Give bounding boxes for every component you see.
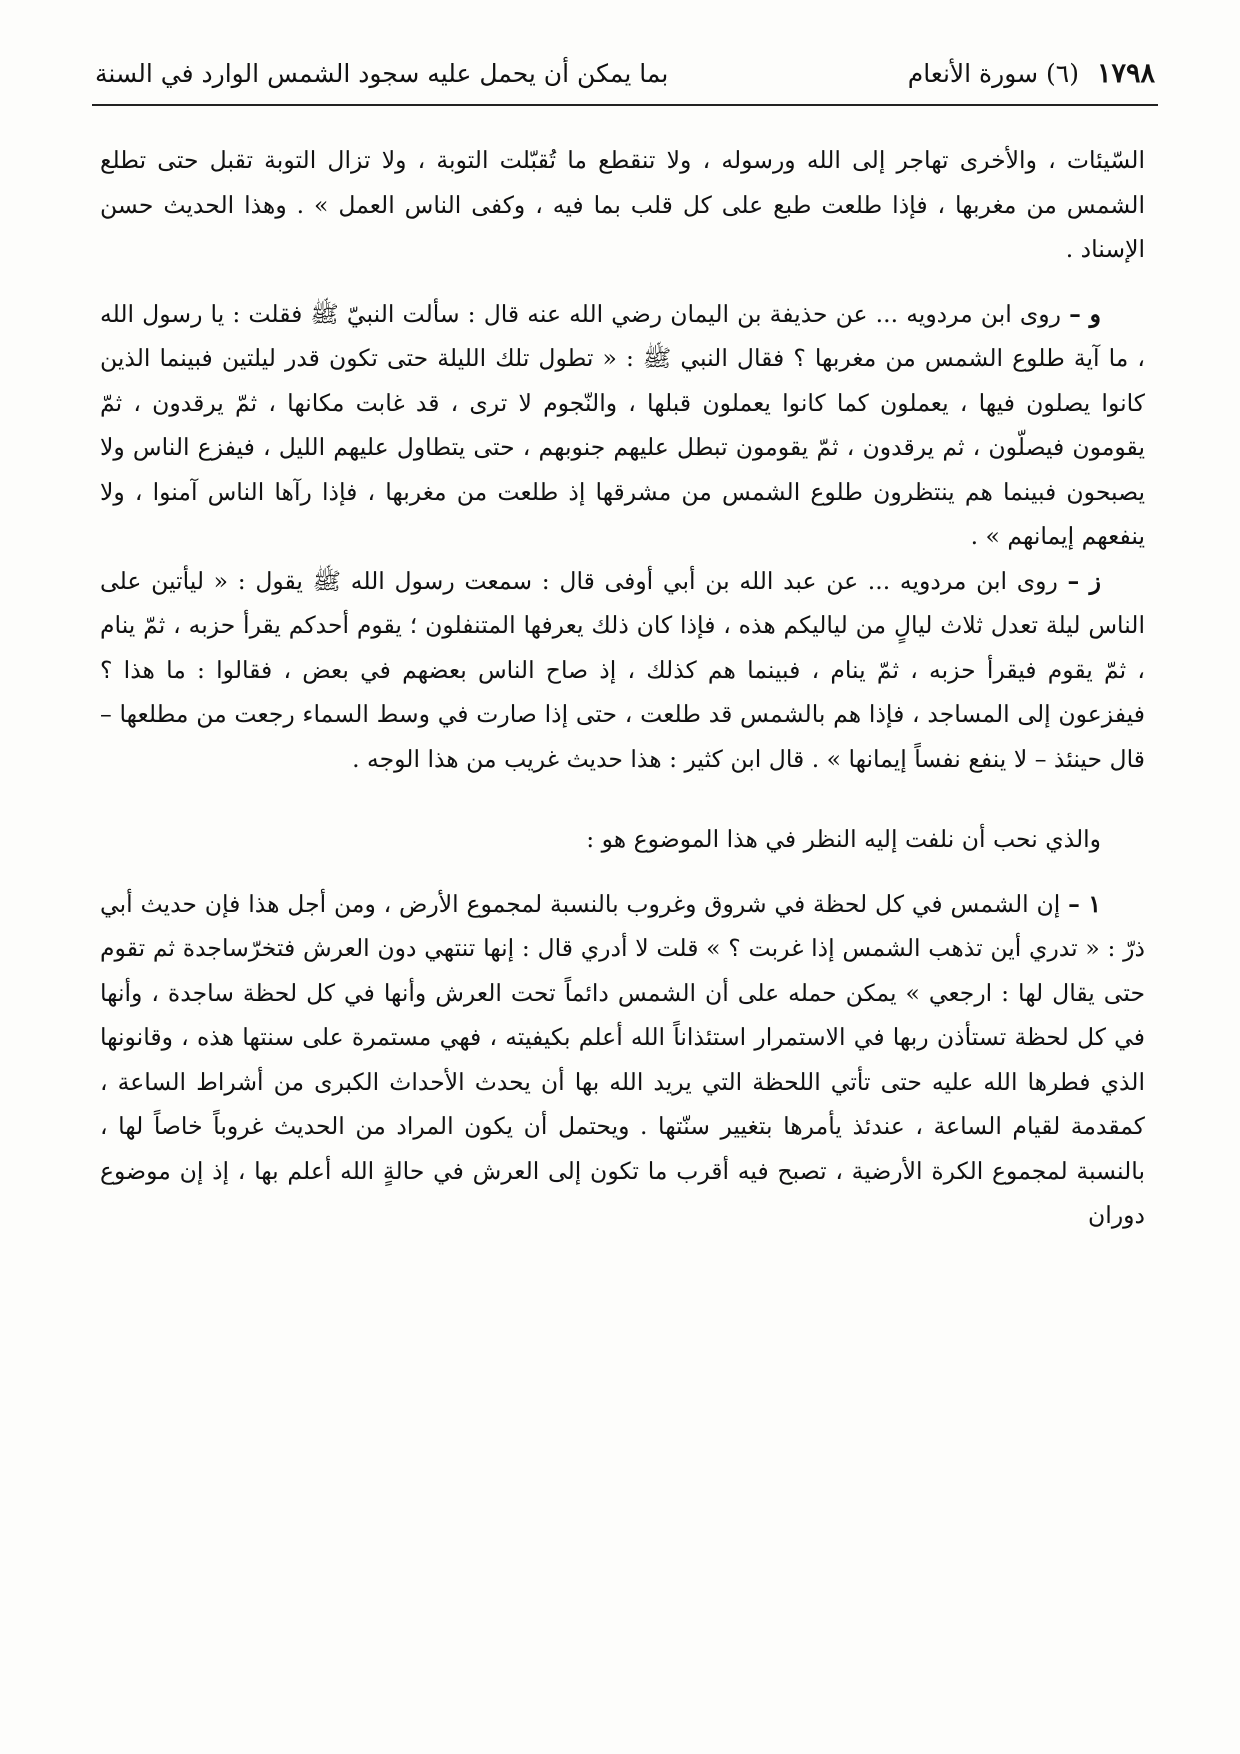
header-right-group: [908, 58, 1155, 89]
paragraph-spacer: [100, 862, 1145, 882]
page-number: ١٧٩٨: [1096, 57, 1155, 89]
paragraph-lead: ١ –: [1068, 889, 1101, 918]
paragraph-text: إن الشمس في كل لحظة في شروق وغروب بالنسبة لمجموع الأرض ، ومن أجل هذا فإن حديث أبي ذرّ : « تدري أين تذهب الشمس إذا غربت ؟ » قلت لا أدري قال : إنها تنتهي دون العرش فتخرّساجدة ثم تقوم حتى يقال لها : ارجعي » يمكن حمله على أن الشمس دائماً تحت العرش وأنها في كل لحظة ساجدة ، وأنها في كل لحظة تستأذن ربها في الاستمرار استئذاناً الله أعلم بكيفيته ، فهي مستمرة على سنتها هذه ، وقانونها الذي فطرها الله عليه حتى تأتي اللحظة التي يريد الله بها أن يحدث الأحداث الكبرى من أشراط الساعة ، كمقدمة لقيام الساعة ، عندئذ يأمرها بتغيير سنّتها . ويحتمل أن يكون المراد من الحديث غروباً خاصاً لها ، بالنسبة لمجموع الكرة الأرضية ، تصبح فيه أقرب ما تكون إلى العرش في حالةٍ الله أعلم بها ، إذ إن موضوع دوران: [100, 889, 1145, 1229]
paragraph-text: والذي نحب أن نلفت إليه النظر في هذا الموضوع هو :: [586, 825, 1101, 853]
section-topic: بما يمكن أن يحمل عليه سجود الشمس الوارد في السنة: [95, 58, 669, 88]
paragraph-text: روى ابن مردويه ... عن عبد الله بن أبي أوفى قال : سمعت رسول الله ﷺ يقول : « ليأتين على الناس ليلة تعدل ثلاث ليالٍ من لياليكم هذه ، فإذا كان ذلك يعرفها المتنفلون ؛ يقوم أحدكم يقرأ حزبه ، ثمّ ينام ، ثمّ يقوم فيقرأ حزبه ، ثمّ ينام ، فبينما هم كذلك ، إذ صاح الناس بعضهم في بعض ، فقالوا : ما هذا ؟ فيفزعون إلى المساجد ، فإذا هم بالشمس قد طلعت ، حتى إذا صارت في وسط السماء رجعت من مطلعها – قال حينئذ – لا ينفع نفساً إيمانها » . قال ابن كثير : هذا حديث غريب من هذا الوجه .: [100, 566, 1145, 773]
paragraph-lead: و –: [1069, 299, 1101, 328]
paragraph-text: السّيئات ، والأخرى تهاجر إلى الله ورسوله ، ولا تنقطع ما تُقبّلت التوبة ، ولا تزال التوبة تقبل حتى تطلع الشمس من مغربها ، فإذا طلعت طبع على كل قلب بما فيه ، وكفى الناس العمل » . وهذا الحديث حسن الإسناد .: [100, 146, 1145, 263]
page-body: [100, 138, 1145, 1238]
paragraph-hadith-zay: [100, 559, 1145, 782]
paragraph-spacer: [100, 781, 1145, 817]
paragraph-lead: ز –: [1067, 566, 1101, 595]
surah-title: (٦) سورة الأنعام: [907, 58, 1079, 88]
running-header: [95, 48, 1155, 98]
header-divider: [92, 104, 1158, 106]
paragraph-spacer: [100, 272, 1145, 292]
paragraph-hadith-waw: [100, 292, 1145, 559]
paragraph-continuation: [100, 138, 1145, 272]
paragraph-intro: [100, 817, 1145, 862]
paragraph-text: روى ابن مردويه ... عن حذيفة بن اليمان رضي الله عنه قال : سألت النبيّ ﷺ فقلت : يا رسول الله ، ما آية طلوع الشمس من مغربها ؟ فقال النبي ﷺ : « تطول تلك الليلة حتى تكون قدر ليلتين فبينما الذين كانوا يصلون فيها ، يعملون كما كانوا يعملون قبلها ، والنّجوم لا ترى ، قد غابت مكانها ، ثمّ يرقدون ، ثمّ يقومون فيصلّون ، ثم يرقدون ، ثمّ يقومون تبطل عليهم جنوبهم ، حتى يتطاول عليهم الليل ، فيفزع الناس ولا يصبحون فبينما هم ينتظرون طلوع الشمس من مشرقها إذ طلعت من مغربها ، فإذا رآها الناس آمنوا ، ولا ينفعهم إيمانهم » .: [100, 299, 1145, 550]
paragraph-point-one: [100, 882, 1145, 1238]
